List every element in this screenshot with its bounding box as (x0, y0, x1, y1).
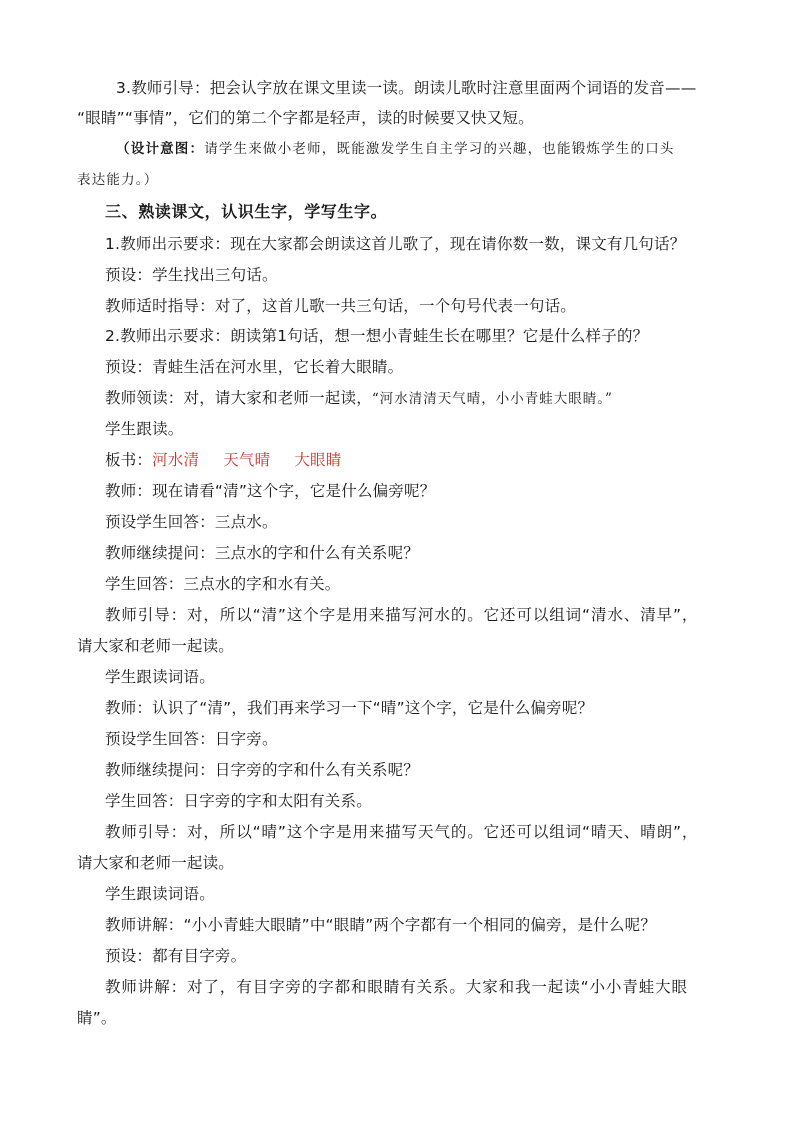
board-word-3: 大眼睛 (294, 451, 342, 469)
requirement-2: 2.教师出示要求：朗读第1句话，想一想小青蛙生长在哪里？它是什么样子的？ (105, 327, 649, 345)
teacher-explain-mu-line2: 睛”。 (77, 1009, 117, 1027)
teacher-followup-qing: 教师继续提问：三点水的字和什么有关系呢？ (105, 544, 420, 562)
board-writing-label: 板书： (105, 451, 153, 469)
teacher-question-qing2: 教师：认识了“清”，我们再来学习一下“晴”这个字，它是什么偏旁呢？ (105, 699, 594, 717)
teacher-explain-yanjing: 教师讲解：“小小青蛙大眼睛”中“眼睛”两个字都有一个相同的偏旁，是什么呢？ (105, 916, 657, 934)
board-word-1: 河水清 (152, 451, 200, 469)
paragraph-step3-line1: 3.教师引导：把会认字放在课文里读一读。朗读儿歌时注意里面两个词语的发音—— (116, 79, 697, 97)
design-intent-line1 (116, 139, 675, 159)
teacher-followup-qing2: 教师继续提问：日字旁的字和什么有关系呢？ (105, 761, 420, 779)
teacher-explain-mu-line1: 教师讲解：对了，有目字旁的字都和眼睛有关系。大家和我一起读“小小青蛙大眼 (105, 978, 688, 996)
teacher-question-qing: 教师：现在请看“清”这个字，它是什么偏旁呢？ (105, 482, 436, 500)
preset-1: 预设：学生找出三句话。 (105, 266, 278, 284)
lead-reading-prefix: 教师领读：对，请大家和老师一起读， (105, 389, 372, 407)
preset-2: 预设：青蛙生活在河水里，它长着大眼睛。 (105, 358, 404, 376)
design-intent-label: （设计意图： (116, 141, 205, 157)
preset-answer-yanjing: 预设：都有目字旁。 (105, 947, 247, 965)
students-follow-2: 学生跟读词语。 (105, 668, 215, 686)
board-word-2: 天气晴 (223, 451, 271, 469)
students-follow-1: 学生跟读。 (105, 420, 184, 438)
teacher-guide-qing2-line1: 教师引导：对，所以“晴”这个字是用来描写天气的。它还可以组词“晴天、晴朗”， (105, 823, 699, 841)
student-answer-qing2: 学生回答：日字旁的字和太阳有关系。 (105, 792, 372, 810)
teacher-lead-reading (105, 388, 613, 409)
requirement-1: 1.教师出示要求：现在大家都会朗读这首儿歌了，现在请你数一数，课文有几句话？ (105, 235, 686, 253)
teacher-guidance-1: 教师适时指导：对了，这首儿歌一共三句话，一个句号代表一句话。 (105, 297, 577, 315)
teacher-guide-qing-line1: 教师引导：对，所以“清”这个字是用来描写河水的。它还可以组词“清水、清早”， (105, 606, 699, 624)
section-heading-3: 三、熟读课文，认识生字，学写生字。 (105, 202, 388, 221)
preset-answer-qing: 预设学生回答：三点水。 (105, 513, 278, 531)
lead-reading-quote: “河水清清天气晴，小小青蛙大眼睛。” (371, 391, 613, 407)
teacher-guide-qing2-line2: 请大家和老师一起读。 (77, 854, 235, 872)
student-answer-qing: 学生回答：三点水的字和水有关。 (105, 575, 341, 593)
board-writing (105, 450, 341, 470)
students-follow-3: 学生跟读词语。 (105, 885, 215, 903)
preset-answer-qing2: 预设学生回答：日字旁。 (105, 730, 278, 748)
design-intent-line2: 表达能力。） (77, 172, 159, 188)
teacher-guide-qing-line2: 请大家和老师一起读。 (77, 637, 235, 655)
design-intent-text: 请学生来做小老师，既能激发学生自主学习的兴趣，也能锻炼学生的口头 (204, 141, 675, 157)
paragraph-step3-line2: “眼睛”“事情”，它们的第二个字都是轻声，读的时候要又快又短。 (77, 109, 534, 127)
